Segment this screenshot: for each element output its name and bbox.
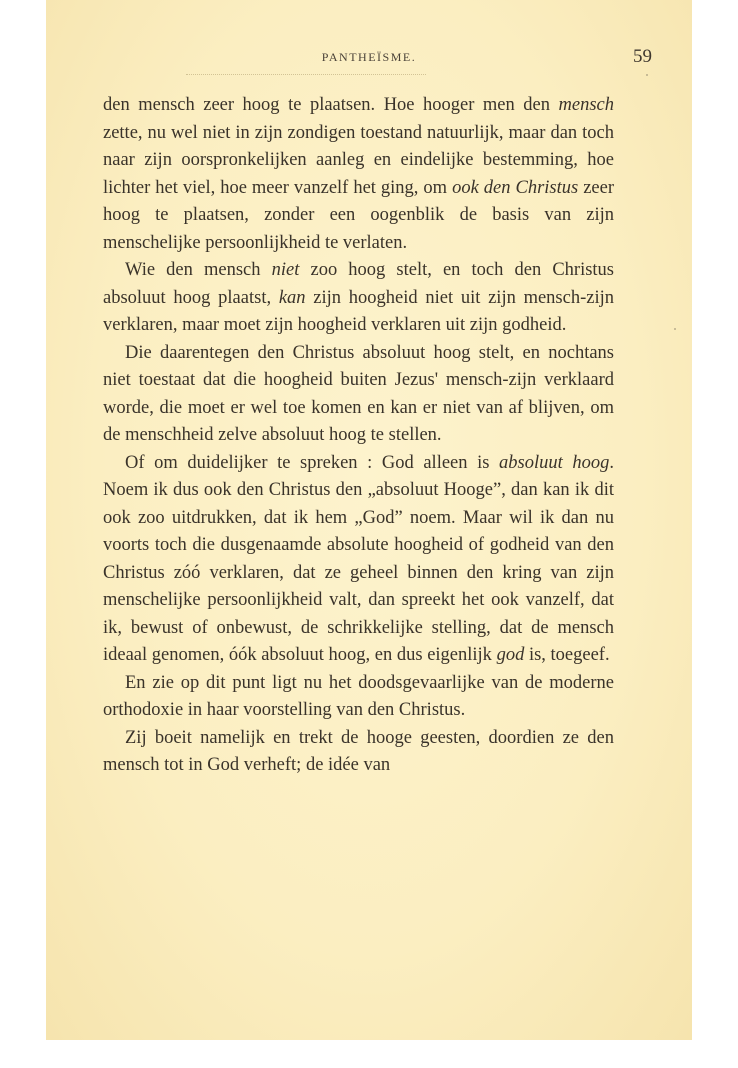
text-run: zette, nu wel niet in zijn zondigen toestand natuurlijk, maar dan toch naar zijn oorspronkelijken aanleg en eindelijke bestemming, hoe lichter het viel, hoe meer vanzelf het ging, om (103, 122, 614, 198)
text-run: zoo hoog stelt, en toch den Christus absoluut hoog plaatst, (103, 260, 614, 308)
body-text (103, 92, 614, 780)
head-rule-divider (186, 74, 426, 77)
page-number: 59 (633, 46, 652, 67)
paper-speck (674, 328, 676, 330)
text-run: zeer hoog te plaatsen, zonder een oogenblik de basis van zijn menschelijke persoonlijkheid te verlaten. (103, 177, 615, 253)
text-run: Zij boeit namelijk en trekt de hooge geesten, doordien ze den mensch tot in God verheft; de idée van (103, 727, 614, 775)
running-head-title: PANTHEÏSME. (321, 50, 417, 64)
paragraph-4 (103, 450, 614, 670)
text-run: En zie op dit punt ligt nu het doodsgevaarlijke van de moderne orthodoxie in haar voorstelling van den Christus. (103, 672, 614, 720)
book-page (46, 0, 692, 1040)
paragraph-3 (103, 340, 614, 450)
text-run: Wie den mensch (125, 260, 272, 280)
text-run: zijn hoogheid niet uit zijn mensch-zijn verklaren, maar moet zijn hoogheid verklaren uit zijn godheid. (103, 287, 614, 335)
text-run: Die daarentegen den Christus absoluut hoog stelt, en nochtans niet toestaat dat die hoogheid buiten Jezus' mensch-zijn verklaard worde, die moet er wel toe komen en kan er niet van af blijven, om de menschheid zelve absoluut hoog te stellen. (103, 342, 614, 445)
text-run: is, toegeef. (524, 645, 610, 665)
italic-run: kan (278, 287, 306, 308)
paper-speck (646, 74, 648, 76)
running-head (46, 46, 692, 68)
italic-run: god (496, 645, 525, 665)
italic-run: absoluut hoog (499, 452, 610, 473)
text-run: den mensch zeer hoog te plaatsen. Hoe hooger men den (103, 95, 559, 115)
paragraph-2 (103, 257, 614, 340)
text-run: Of om duidelijker te spreken : God alleen is (125, 452, 500, 473)
text-run: . Noem ik dus ook den Christus den „absoluut Hooge”, dan kan ik dit ook zoo uitdrukken, dat ik hem „God” noem. Maar wil ik dan nu voorts toch die dusgenaamde absolute hoogheid of godheid van den Christus zóó verklaren, dat ze geheel binnen den kring van zijn menschelijke persoonlijkheid valt, dan spreekt het ook vanzelf, dat ik, bewust of onbewust, de schrikkelijke stelling, dat de mensch ideaal genomen, óók absoluut hoog, en dus eigenlijk (103, 452, 614, 665)
paragraph-6 (103, 725, 614, 780)
paragraph-1 (103, 92, 614, 257)
italic-run: ook den Christus (452, 177, 579, 198)
italic-run: niet (271, 260, 300, 280)
italic-run: mensch (558, 95, 614, 115)
paragraph-5 (103, 670, 614, 725)
